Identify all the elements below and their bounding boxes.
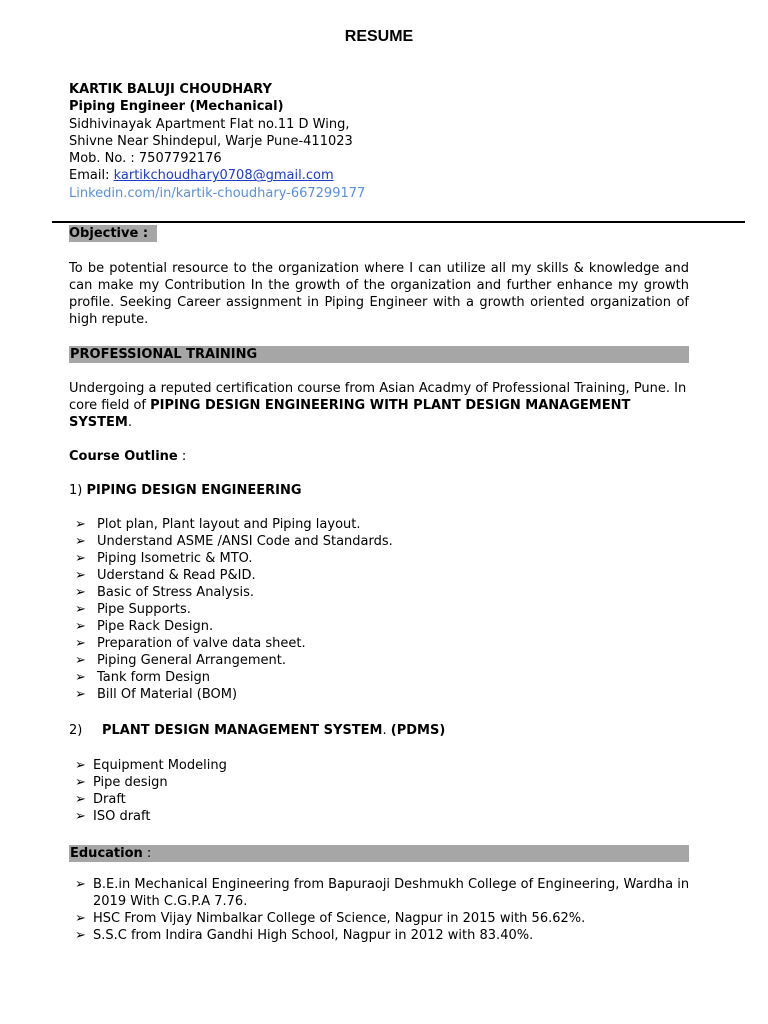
- piping-topic-item-text: Uderstand & Read P&ID.: [97, 568, 256, 583]
- linkedin-link[interactable]: Linkedin.com/in/kartik-choudhary-667299177: [69, 185, 366, 201]
- training-heading: PROFESSIONAL TRAINING: [69, 346, 689, 363]
- piping-topic-item: [69, 686, 393, 703]
- address-line-2: Shivne Near Shindepul, Warje Pune-411023: [69, 133, 353, 149]
- mobile-number: Mob. No. : 7507792176: [69, 151, 222, 167]
- training-course-name: PIPING DESIGN ENGINEERING WITH PLANT DESIGN MANAGEMENT SYSTEM: [69, 398, 631, 430]
- education-item: [69, 910, 693, 927]
- training-intro: Undergoing a reputed certification course from Asian Acadmy of Professional Training, Pune. In core field of PIPING DESIGN ENGINEERING WITH PLANT DESIGN MANAGEMENT SYSTEM.: [69, 381, 687, 430]
- piping-topic-item: [69, 652, 393, 669]
- piping-topic-item-text: Pipe Rack Design.: [97, 619, 214, 634]
- email-link[interactable]: kartikchoudhary0708@gmail.com: [113, 168, 334, 184]
- course-outline-label: Course Outline :: [69, 449, 187, 464]
- objective-heading: Objective :: [69, 225, 157, 242]
- piping-topic-item: [69, 533, 393, 550]
- piping-topic-item-text: Bill Of Material (BOM): [97, 687, 238, 702]
- arrow-bullet-icon: ➢: [75, 585, 86, 600]
- arrow-bullet-icon: ➢: [75, 636, 86, 651]
- header-divider: [52, 221, 745, 223]
- page-title: RESUME: [344, 28, 414, 45]
- piping-topic-item-text: Understand ASME /ANSI Code and Standards.: [97, 534, 393, 549]
- piping-topic-item-text: Piping Isometric & MTO.: [97, 551, 253, 566]
- education-item: [69, 927, 693, 944]
- arrow-bullet-icon: ➢: [75, 928, 86, 943]
- piping-topic-item: [69, 669, 393, 686]
- arrow-bullet-icon: ➢: [75, 568, 86, 583]
- piping-topic-item: [69, 567, 393, 584]
- arrow-bullet-icon: ➢: [75, 619, 86, 634]
- pdms-topic-item: [69, 774, 227, 791]
- email-label: Email:: [69, 168, 114, 184]
- arrow-bullet-icon: ➢: [75, 877, 86, 892]
- pdms-topic-item: [69, 757, 227, 774]
- pdms-topic-item: [69, 791, 227, 808]
- arrow-bullet-icon: ➢: [75, 809, 86, 824]
- pdms-topic-item-text: Pipe design: [93, 775, 168, 790]
- arrow-bullet-icon: ➢: [75, 534, 86, 549]
- candidate-name: KARTIK BALUJI CHOUDHARY: [69, 82, 272, 97]
- arrow-bullet-icon: ➢: [75, 653, 86, 668]
- education-item-text: S.S.C from Indira Gandhi High School, Nagpur in 2012 with 83.40%.: [93, 928, 534, 943]
- arrow-bullet-icon: ➢: [75, 792, 86, 807]
- pdms-topic-item-text: ISO draft: [93, 809, 151, 824]
- arrow-bullet-icon: ➢: [75, 911, 86, 926]
- arrow-bullet-icon: ➢: [75, 551, 86, 566]
- piping-topic-item-text: Tank form Design: [97, 670, 210, 685]
- education-item-text: HSC From Vijay Nimbalkar College of Science, Nagpur in 2015 with 56.62%.: [93, 911, 586, 926]
- education-heading: Education :: [69, 845, 689, 862]
- education-item: [69, 876, 693, 910]
- section2-heading: 2) PLANT DESIGN MANAGEMENT SYSTEM. (PDMS): [69, 723, 446, 738]
- pdms-topic-item-text: Equipment Modeling: [93, 758, 227, 773]
- arrow-bullet-icon: ➢: [75, 602, 86, 617]
- piping-topic-item: [69, 584, 393, 601]
- section1-heading: 1) PIPING DESIGN ENGINEERING: [69, 483, 302, 498]
- piping-topic-item: [69, 618, 393, 635]
- arrow-bullet-icon: ➢: [75, 687, 86, 702]
- piping-topic-item: [69, 550, 393, 567]
- piping-topic-item-text: Pipe Supports.: [97, 602, 191, 617]
- education-list: [69, 876, 693, 944]
- piping-topic-item: [69, 516, 393, 533]
- piping-topic-item: [69, 601, 393, 618]
- arrow-bullet-icon: ➢: [75, 670, 86, 685]
- education-item-text: B.E.in Mechanical Engineering from Bapuraoji Deshmukh College of Engineering, Wardha in 2019 With C.G.P.A 7.76.: [93, 877, 690, 909]
- address-line-1: Sidhivinayak Apartment Flat no.11 D Wing,: [69, 116, 350, 132]
- arrow-bullet-icon: ➢: [75, 775, 86, 790]
- arrow-bullet-icon: ➢: [75, 758, 86, 773]
- arrow-bullet-icon: ➢: [75, 517, 86, 532]
- candidate-role: Piping Engineer (Mechanical): [69, 99, 284, 115]
- piping-topic-item-text: Plot plan, Plant layout and Piping layout.: [97, 517, 361, 532]
- pdms-topic-item-text: Draft: [93, 792, 126, 807]
- piping-topic-item-text: Preparation of valve data sheet.: [97, 636, 306, 651]
- piping-topic-item-text: Basic of Stress Analysis.: [97, 585, 254, 600]
- piping-topic-item-text: Piping General Arrangement.: [97, 653, 286, 668]
- email-row: [69, 167, 365, 184]
- contact-header: [69, 81, 365, 202]
- pdms-topic-item: [69, 808, 227, 825]
- pdms-topics: [69, 757, 227, 825]
- piping-design-topics: [69, 516, 393, 703]
- objective-text: To be potential resource to the organization where I can utilize all my skills & knowledge and can make my Contribution In the growth of the organization and further enhance my growth profile. Seeking Career assignment in Piping Engineer with a growth oriented organization of high repute.: [69, 261, 689, 327]
- piping-topic-item: [69, 635, 393, 652]
